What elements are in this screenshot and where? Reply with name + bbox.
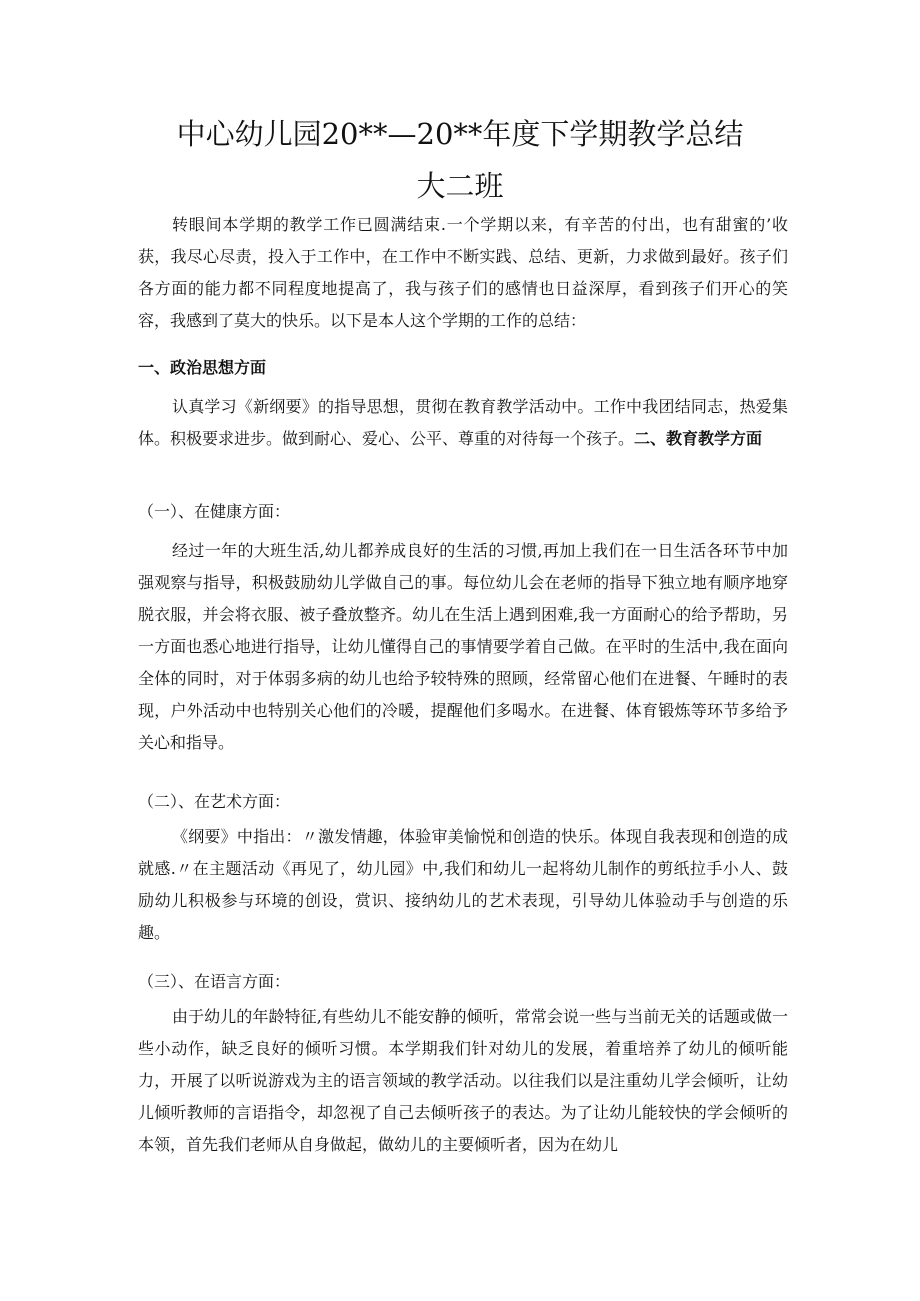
sub1-paragraph: 经过一年的大班生活,幼儿都养成良好的生活的习惯,再加上我们在一日生活各环节中加强观察与指导，积极鼓励幼儿学做自己的事。每位幼儿会在老师的指导下独立地有顺序地穿脱衣服，并会将衣服、被子叠放整齐。幼儿在生活上遇到困难,我一方面耐心的给予帮助，另一方面也悉心地进行指导，让幼儿懂得自己的事情要学着自己做。在平时的生活中,我在面向全体的同时，对于体弱多病的幼儿也给予较特殊的照顾，经常留心他们在进餐、午睡时的表现，户外活动中也特别关心他们的冷暖，提醒他们多喝水。在进餐、体育锻炼等环节多给予关心和指导。 <box>138 541 788 752</box>
sub3-heading: （三）、在语言方面： <box>138 972 291 991</box>
document-title: 中心幼儿园20**—20**年度下学期教学总结 <box>176 117 744 151</box>
sub3-paragraph: 由于幼儿的年龄特征,有些幼儿不能安静的倾听，常常会说一些与当前无关的话题或做一些小动作，缺乏良好的倾听习惯。本学期我们针对幼儿的发展，着重培养了幼儿的倾听能力，开展了以听说游戏为主的语言领域的教学活动。以往我们以是注重幼儿学会倾听，让幼儿倾听教师的言语指令，却忽视了自己去倾听孩子的表达。为了让幼儿能较快的学会倾听的本领，首先我们老师从自身做起，做幼儿的主要倾听者，因为在幼儿 <box>138 1007 788 1154</box>
sub1-heading: （一）、在健康方面： <box>138 502 291 521</box>
intro-paragraph: 转眼间本学期的教学工作已圆满结束.一个学期以来，有辛苦的付出，也有甜蜜的’收获，我尽心尽责，投入于工作中，在工作中不断实践、总结、更新，力求做到最好。孩子们各方面的能力都不同程度地提高了，我与孩子们的感情也日益深厚，看到孩子们开心的笑容，我感到了莫大的快乐。以下是本人这个学期的工作的总结： <box>138 215 788 330</box>
section2-heading: 二、教育教学方面 <box>634 429 763 448</box>
sub2-paragraph: 《纲要》中指出：〃激发情趣，体验审美愉悦和创造的快乐。体现自我表现和创造的成就感.〃在主题活动《再见了，幼儿园》中,我们和幼儿一起将幼儿制作的剪纸拉手小人、鼓励幼儿积极参与环境的创设，赏识、接纳幼儿的艺术表现，引导幼儿体验动手与创造的乐趣。 <box>138 827 788 942</box>
sub2-heading: （二）、在艺术方面： <box>138 792 291 811</box>
section1-paragraph <box>138 391 788 455</box>
section1-heading: 一、政治思想方面 <box>138 358 267 377</box>
section1-text: 认真学习《新纲要》的指导思想，贯彻在教育教学活动中。工作中我团结同志，热爱集体。积极要求进步。做到耐心、爱心、公平、尊重的对待每一个孩子。 <box>138 397 788 448</box>
document-subtitle: 大二班 <box>416 169 504 203</box>
